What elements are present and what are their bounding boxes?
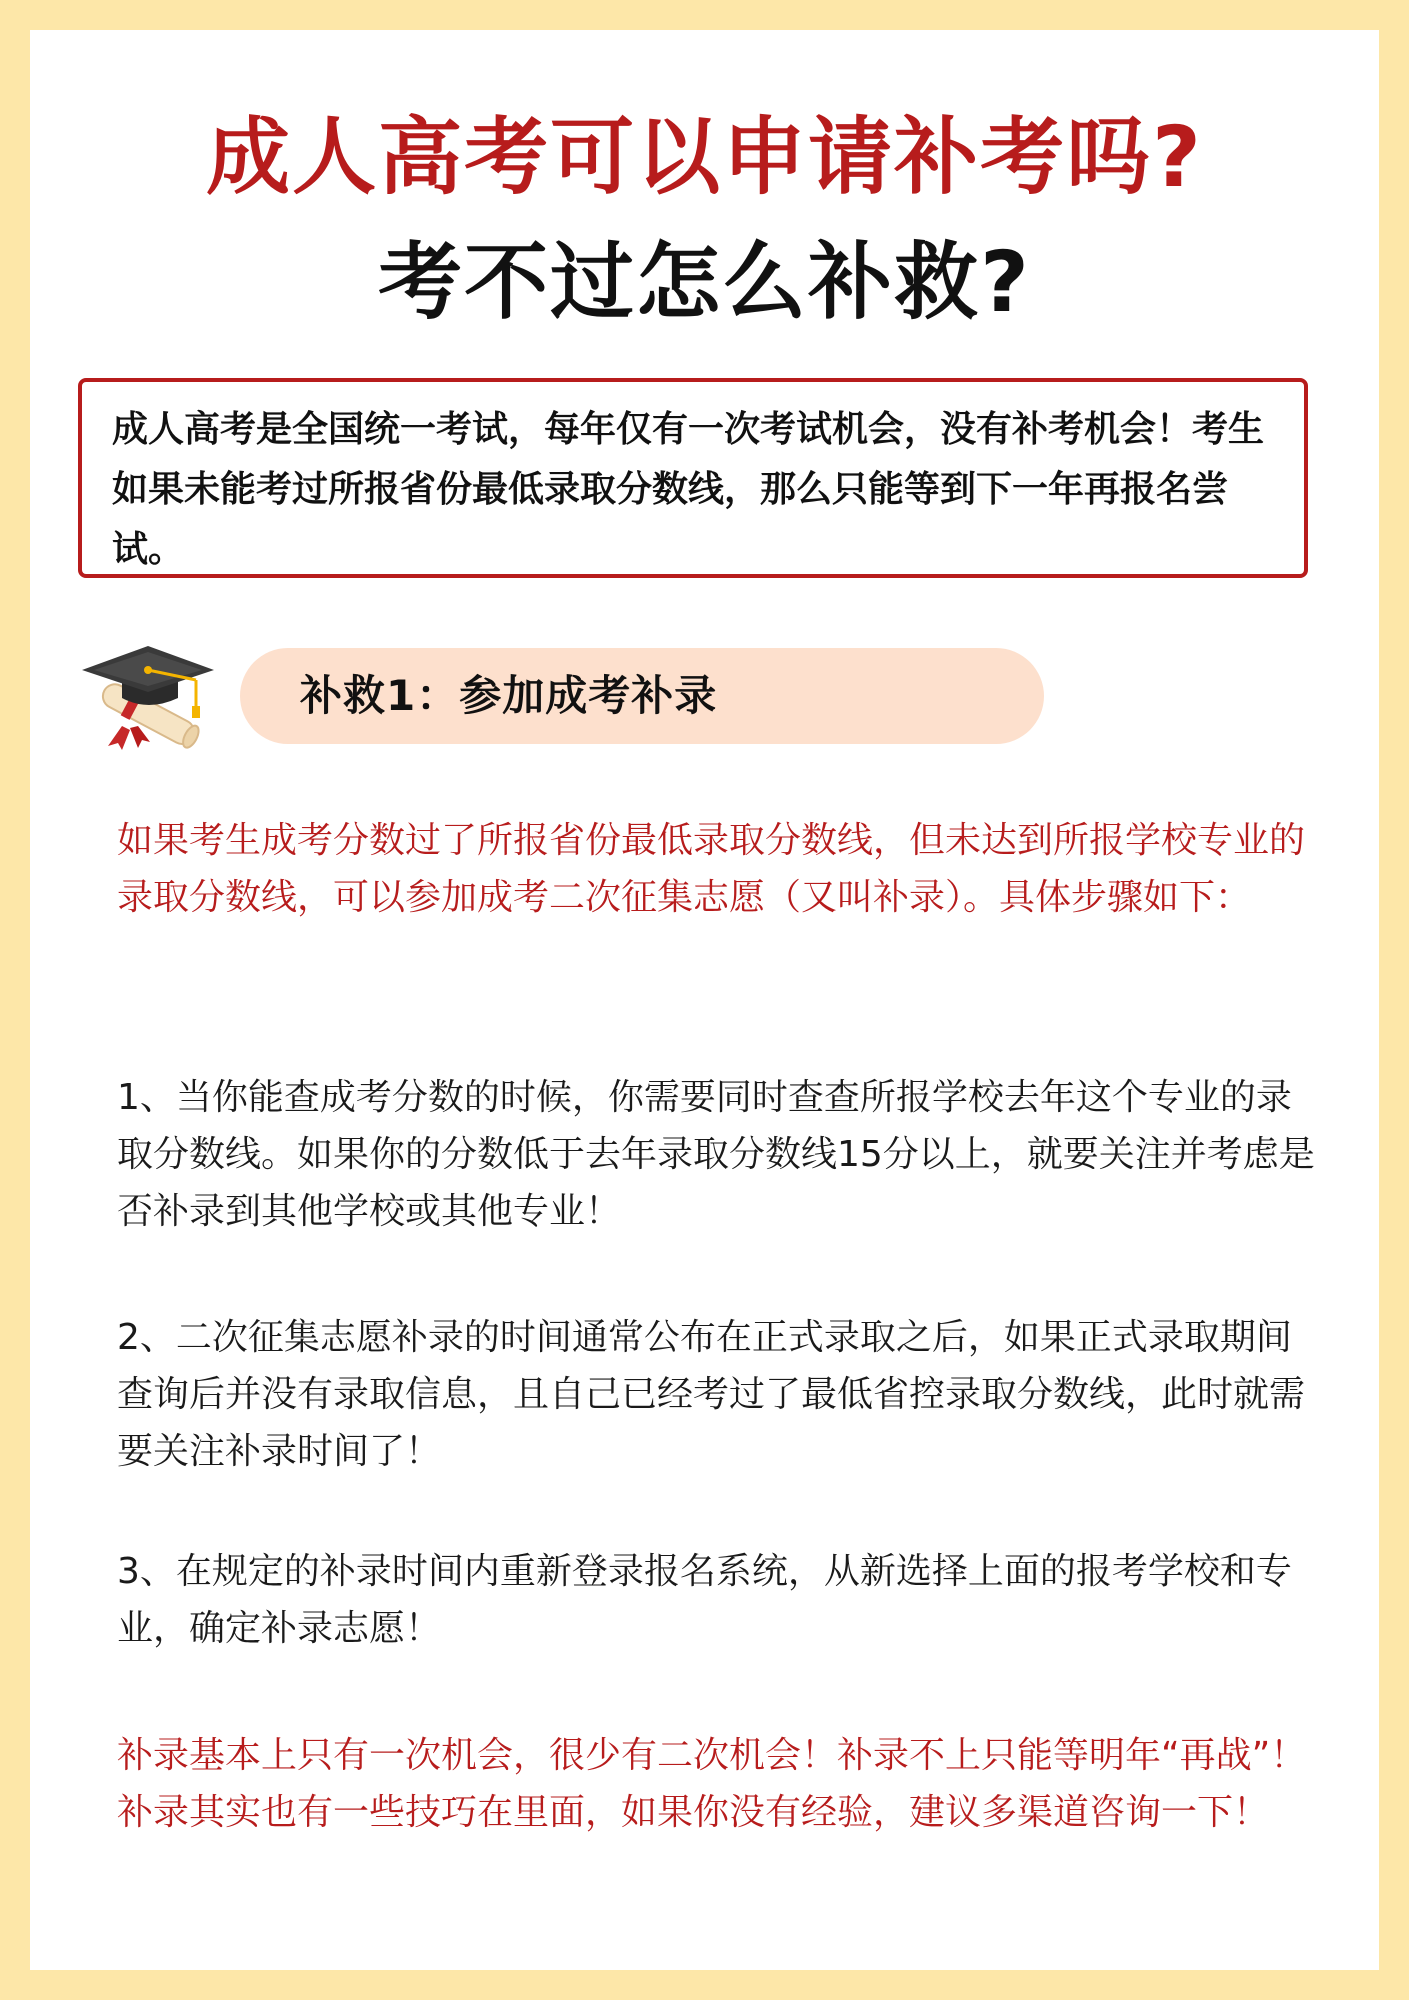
intro-text: 成人高考是全国统一考试，每年仅有一次考试机会，没有补考机会！考生如果未能考过所报省份最低录取分数线，那么只能等到下一年再报名尝试。	[112, 409, 1265, 570]
step-1-text: 1、当你能查成考分数的时候，你需要同时查查所报学校去年这个专业的录取分数线。如果你的分数低于去年录取分数线15分以上，就要关注并考虑是否补录到其他学校或其他专业！	[117, 1077, 1315, 1232]
graduation-cap-diploma-icon	[78, 640, 218, 750]
step-2-text: 2、二次征集志愿补录的时间通常公布在正式录取之后，如果正式录取期间查询后并没有录取信息，且自己已经考过了最低省控录取分数线，此时就需要关注补录时间了！	[117, 1317, 1306, 1472]
section-heading-pill	[240, 648, 1044, 744]
section-intro-text: 如果考生成考分数过了所报省份最低录取分数线，但未达到所报学校专业的录取分数线，可以参加成考二次征集志愿（又叫补录）。具体步骤如下：	[117, 820, 1306, 918]
closing-note-text: 补录基本上只有一次机会，很少有二次机会！补录不上只能等明年“再战”！补录其实也有一些技巧在里面，如果你没有经验，建议多渠道咨询一下！	[117, 1735, 1307, 1833]
page-subtitle: 考不过怎么补救?	[378, 233, 1031, 331]
section-heading: 补救1：参加成考补录	[300, 671, 718, 720]
page-card	[30, 30, 1379, 1970]
step-3-text: 3、在规定的补录时间内重新登录报名系统，从新选择上面的报考学校和专业，确定补录志愿！	[117, 1551, 1292, 1649]
section-header	[78, 640, 1078, 750]
page-title: 成人高考可以申请补考吗?	[206, 108, 1203, 206]
intro-box	[78, 378, 1308, 578]
